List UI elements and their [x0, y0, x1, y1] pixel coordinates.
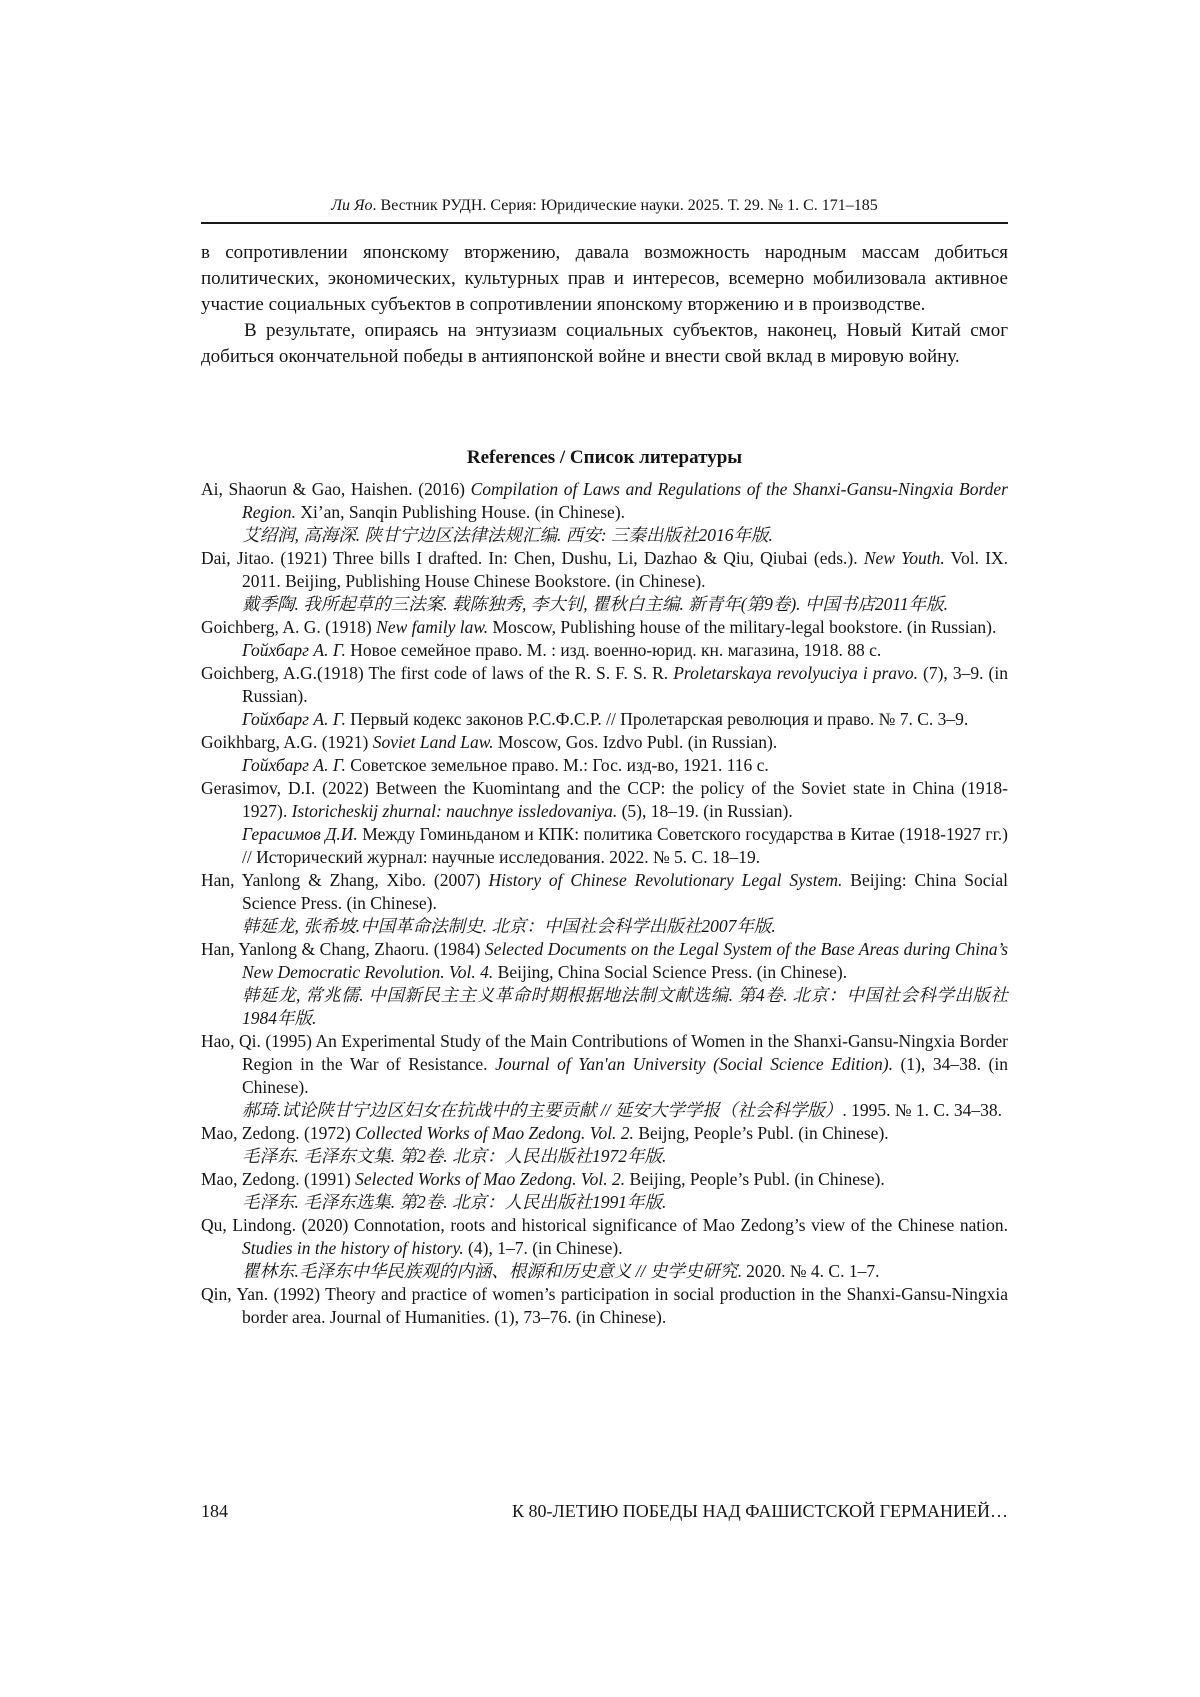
- reference-item-1: [201, 478, 1008, 547]
- reference-original: [201, 754, 1008, 777]
- reference-citation: Qin, Yan. (1992) Theory and practice of women’s participation in social production in the Shanxi-Gansu-Ningxia border area. Journal of Humanities. (1), 73–76. (in Chinese).: [201, 1283, 1008, 1329]
- citation-title: Selected Documents on the Legal System of the Base Areas during China’s New Democratic Revolution. Vol. 4.: [242, 939, 1008, 982]
- reference-item-10: [201, 1122, 1008, 1168]
- reference-item-3: [201, 616, 1008, 662]
- original-authors: 郝琦.试论陕甘宁边区妇女在抗战中的主要贡献 // 延安大学学报（社会科学版）: [242, 1100, 842, 1120]
- citation-authors: Mao, Zedong. (1991): [201, 1169, 355, 1189]
- reference-citation: [201, 547, 1008, 593]
- original-authors: Гойхбарг А. Г.: [242, 755, 346, 775]
- reference-original: [201, 1099, 1008, 1122]
- reference-original: [201, 639, 1008, 662]
- citation-title: Selected Works of Mao Zedong. Vol. 2.: [355, 1169, 625, 1189]
- citation-details: Vol. IX. 2011. Beijing, Publishing House Chinese Bookstore. (in Chinese).: [242, 548, 1008, 591]
- reference-citation: [201, 478, 1008, 524]
- original-details: . 2020. № 4. С. 1–7.: [737, 1261, 879, 1281]
- original-details: Между Гоминьданом и КПК: политика Советского государства в Китае (1918-1927 гг.) // Исторический журнал: научные исследования. 2022. № 5. С. 18–19.: [242, 824, 1008, 867]
- citation-authors: Goichberg, A.G.(1918) The first code of laws of the R. S. F. S. R.: [201, 663, 673, 683]
- reference-item-12: [201, 1214, 1008, 1283]
- citation-authors: Qu, Lindong. (2020) Connotation, roots and historical significance of Mao Zedong’s view of the Chinese nation.: [201, 1215, 1008, 1235]
- citation-authors: Gerasimov, D.I. (2022) Between the Kuomintang and the CCP: the policy of the Soviet state in China (1918-1927).: [201, 778, 1008, 821]
- reference-original: 韩延龙, 常兆儒. 中国新民主主义革命时期根据地法制文献选编. 第4卷. 北京：中国社会科学出版社1984年版.: [201, 984, 1008, 1030]
- reference-item-13: [201, 1283, 1008, 1329]
- citation-authors: Hao, Qi. (1995) An Experimental Study of the Main Contributions of Women in the Shanxi-Gansu-Ningxia Border Region in the War of Resistance.: [201, 1031, 1008, 1074]
- reference-original: 韩延龙, 张希坡.中国革命法制史. 北京：中国社会科学出版社2007年版.: [201, 915, 1008, 938]
- citation-title: Studies in the history of history.: [242, 1238, 464, 1258]
- references-heading: References / Список литературы: [201, 445, 1008, 471]
- citation-title: History of Chinese Revolutionary Legal System.: [488, 870, 842, 890]
- citation-title: Collected Works of Mao Zedong. Vol. 2.: [355, 1123, 634, 1143]
- body-paragraph-1: в сопротивлении японскому вторжению, давала возможность народным массам добиться политических, экономических, культурных прав и интересов, всемерно мобилизовала активное участие социальных субъектов в сопротивлении японскому вторжению и в производстве.: [201, 240, 1008, 318]
- reference-citation: [201, 616, 1008, 639]
- reference-citation: [201, 731, 1008, 754]
- journal-page: [0, 0, 1200, 1697]
- running-head-journal: . Вестник РУДН. Серия: Юридические науки. 2025. Т. 29. № 1. С. 171–185: [373, 197, 878, 214]
- reference-item-8: [201, 938, 1008, 1030]
- citation-title: Journal of Yan'an University (Social Science Edition).: [495, 1054, 893, 1074]
- citation-details: (1), 34–38. (in Chinese).: [242, 1054, 1008, 1097]
- citation-title: Compilation of Laws and Regulations of the Shanxi-Gansu-Ningxia Border Region.: [242, 479, 1008, 522]
- reference-item-9: [201, 1030, 1008, 1122]
- reference-citation: [201, 1214, 1008, 1260]
- original-authors: Гойхбарг А. Г.: [242, 709, 346, 729]
- body-paragraph-2: В результате, опираясь на энтузиазм социальных субъектов, наконец, Новый Китай смог добиться окончательной победы в антияпонской войне и внести свой вклад в мировую войну.: [201, 318, 1008, 370]
- reference-item-5: [201, 731, 1008, 777]
- citation-authors: Han, Yanlong & Zhang, Xibo. (2007): [201, 870, 488, 890]
- citation-authors: Ai, Shaorun & Gao, Haishen. (2016): [201, 479, 471, 499]
- reference-citation: [201, 662, 1008, 708]
- reference-citation: [201, 1030, 1008, 1099]
- citation-details: (7), 3–9. (in Russian).: [242, 663, 1008, 706]
- reference-citation: [201, 1122, 1008, 1145]
- citation-title: New Youth.: [864, 548, 945, 568]
- citation-title: Proletarskaya revolyuciya i pravo.: [673, 663, 918, 683]
- citation-details: (4), 1–7. (in Chinese).: [464, 1238, 623, 1258]
- header-rule: [201, 222, 1008, 224]
- original-details: Первый кодекс законов Р.С.Ф.С.Р. // Пролетарская революция и право. № 7. С. 3–9.: [346, 709, 968, 729]
- reference-citation: [201, 1168, 1008, 1191]
- citation-details: Beijing: China Social Science Press. (in Chinese).: [242, 870, 1008, 913]
- reference-item-6: [201, 777, 1008, 869]
- citation-title: New family law.: [376, 617, 488, 637]
- reference-original: 毛泽东. 毛泽东文集. 第2卷. 北京：人民出版社1972年版.: [201, 1145, 1008, 1168]
- reference-citation: [201, 777, 1008, 823]
- citation-details: Beijing, China Social Science Press. (in Chinese).: [493, 962, 847, 982]
- original-details: Советское земельное право. М.: Гос. изд-во, 1921. 116 с.: [346, 755, 769, 775]
- citation-authors: Goichberg, A. G. (1918): [201, 617, 376, 637]
- citation-details: Moscow, Gos. Izdvo Publ. (in Russian).: [493, 732, 777, 752]
- reference-item-2: [201, 547, 1008, 616]
- reference-item-7: [201, 869, 1008, 938]
- citation-details: (5), 18–19. (in Russian).: [617, 801, 792, 821]
- reference-original: 戴季陶. 我所起草的三法案. 载陈独秀, 李大钊, 瞿秋白主编. 新青年(第9卷). 中国书店2011年版.: [201, 593, 1008, 616]
- citation-authors: Han, Yanlong & Chang, Zhaoru. (1984): [201, 939, 485, 959]
- reference-citation: [201, 938, 1008, 984]
- reference-item-11: [201, 1168, 1008, 1214]
- citation-details: Xi’an, Sanqin Publishing House. (in Chinese).: [296, 502, 625, 522]
- original-details: Новое семейное право. М. : изд. военно-юрид. кн. магазина, 1918. 88 с.: [346, 640, 881, 660]
- running-head: [201, 196, 1008, 216]
- original-authors: Герасимов Д.И.: [242, 824, 358, 844]
- citation-details: Beijing, People’s Publ. (in Chinese).: [625, 1169, 885, 1189]
- reference-original: [201, 823, 1008, 869]
- original-authors: 瞿林东.毛泽东中华民族观的内涵、根源和历史意义 // 史学史研究: [242, 1261, 737, 1281]
- body-text: [201, 240, 1008, 370]
- original-authors: Гойхбарг А. Г.: [242, 640, 346, 660]
- reference-item-4: [201, 662, 1008, 731]
- reference-original: 艾绍润, 高海深. 陕甘宁边区法律法规汇编. 西安: 三秦出版社2016年版.: [201, 524, 1008, 547]
- citation-authors: Dai, Jitao. (1921) Three bills I drafted. In: Chen, Dushu, Li, Dazhao & Qiu, Qiubai (eds.).: [201, 548, 864, 568]
- citation-authors: Mao, Zedong. (1972): [201, 1123, 355, 1143]
- citation-title: Istoricheskij zhurnal: nauchnye issledovaniya.: [292, 801, 618, 821]
- reference-original: [201, 708, 1008, 731]
- section-title: К 80-ЛЕТИЮ ПОБЕДЫ НАД ФАШИСТСКОЙ ГЕРМАНИЕЙ…: [512, 1500, 1008, 1522]
- reference-citation: [201, 869, 1008, 915]
- reference-original: [201, 1260, 1008, 1283]
- citation-authors: Goikhbarg, A.G. (1921): [201, 732, 373, 752]
- original-details: . 1995. № 1. С. 34–38.: [842, 1100, 1002, 1120]
- reference-original: 毛泽东. 毛泽东选集. 第2卷. 北京：人民出版社1991年版.: [201, 1191, 1008, 1214]
- page-number: 184: [201, 1500, 228, 1522]
- citation-title: Soviet Land Law.: [373, 732, 494, 752]
- running-head-author: Ли Яо: [331, 197, 372, 214]
- reference-list: [201, 478, 1008, 1329]
- citation-details: Beijng, People’s Publ. (in Chinese).: [634, 1123, 889, 1143]
- citation-details: Moscow, Publishing house of the military-legal bookstore. (in Russian).: [488, 617, 996, 637]
